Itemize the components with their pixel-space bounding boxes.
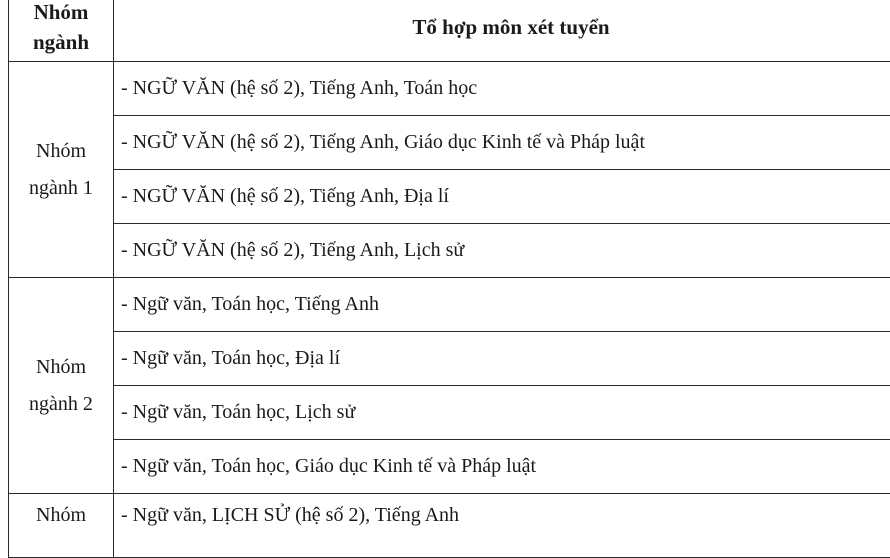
table-header-row bbox=[9, 0, 890, 62]
table-row bbox=[9, 62, 890, 116]
group-label-cell-3 bbox=[9, 494, 114, 558]
group-label-cell-2 bbox=[9, 278, 114, 494]
combo-cell: - Ngữ văn, Toán học, Địa lí bbox=[114, 332, 890, 386]
combo-cell: - NGỮ VĂN (hệ số 2), Tiếng Anh, Giáo dục Kinh tế và Pháp luật bbox=[114, 116, 890, 170]
combo-cell: - NGỮ VĂN (hệ số 2), Tiếng Anh, Địa lí bbox=[114, 170, 890, 224]
table-row bbox=[9, 170, 890, 224]
group-label-line2: ngành 2 bbox=[9, 386, 113, 423]
combo-cell: - Ngữ văn, Toán học, Tiếng Anh bbox=[114, 278, 890, 332]
admission-combination-table bbox=[8, 0, 890, 558]
combo-cell: - NGỮ VĂN (hệ số 2), Tiếng Anh, Lịch sử bbox=[114, 224, 890, 278]
table-row bbox=[9, 494, 890, 558]
header-combo-cell: Tổ hợp môn xét tuyển bbox=[114, 0, 890, 62]
combo-cell: - Ngữ văn, Toán học, Lịch sử bbox=[114, 386, 890, 440]
group-label-line1: Nhóm bbox=[9, 133, 113, 170]
table-row bbox=[9, 278, 890, 332]
header-group-line2: ngành bbox=[9, 27, 113, 57]
table-row bbox=[9, 332, 890, 386]
group-label-line2: ngành 1 bbox=[9, 170, 113, 207]
combo-cell: - Ngữ văn, LỊCH SỬ (hệ số 2), Tiếng Anh bbox=[114, 494, 890, 558]
table-row bbox=[9, 116, 890, 170]
table-row bbox=[9, 440, 890, 494]
table-row bbox=[9, 386, 890, 440]
table-row bbox=[9, 224, 890, 278]
group-label-cell-1 bbox=[9, 62, 114, 278]
combo-cell: - NGỮ VĂN (hệ số 2), Tiếng Anh, Toán học bbox=[114, 62, 890, 116]
combo-cell: - Ngữ văn, Toán học, Giáo dục Kinh tế và Pháp luật bbox=[114, 440, 890, 494]
group-label-line1: Nhóm bbox=[9, 503, 113, 527]
header-group-line1: Nhóm bbox=[9, 0, 113, 27]
header-group-cell bbox=[9, 0, 114, 62]
group-label-line1: Nhóm bbox=[9, 349, 113, 386]
